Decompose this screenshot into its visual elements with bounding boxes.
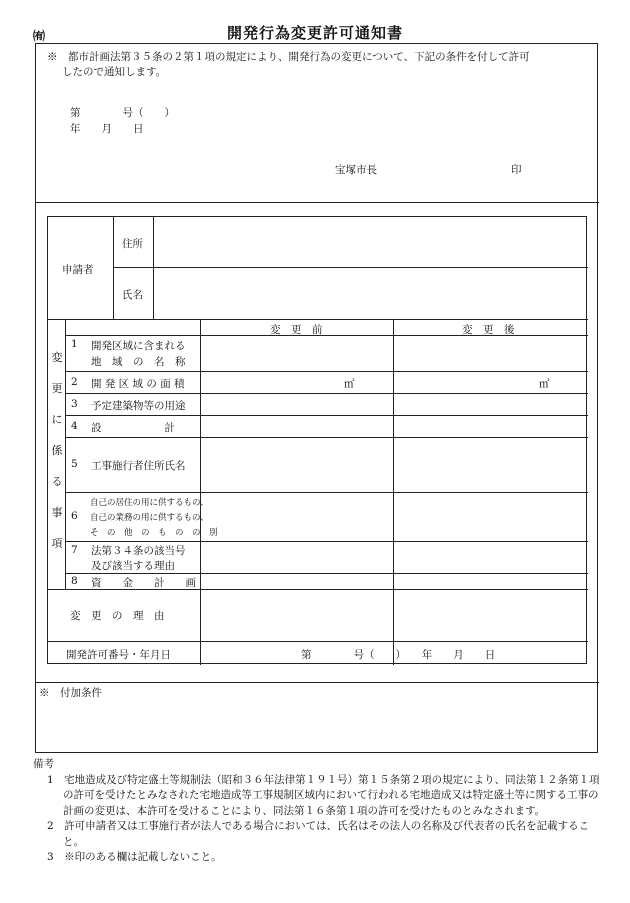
row-no: 7 (71, 544, 78, 556)
row-no: 6 (71, 510, 78, 522)
mayor-label: 宝塚市長 (335, 164, 377, 176)
row-label: 設 計 (91, 422, 175, 434)
applicant-label: 申請者 (62, 264, 94, 276)
row-label: 予定建築物等の用途 (91, 400, 186, 412)
row-label: 開発区域に含まれる (91, 340, 186, 352)
row-no: 2 (71, 376, 78, 388)
note-item: 3 ※印のある欄は記載しないこと。 (47, 851, 222, 863)
notice-date: 年 月 日 (70, 123, 144, 135)
changes-section-label: 変 更 に 係 る 事 項 (51, 351, 63, 550)
row-label: 自己の居住の用に供するもの、 (90, 498, 209, 508)
form-title: 開発行為変更許可通知書 (226, 24, 403, 42)
row-no: 4 (71, 420, 78, 432)
row-no: 1 (71, 338, 78, 350)
notes-title: 備考 (33, 758, 54, 770)
row-label: 資 金 計 画 (91, 577, 196, 589)
row-label: 工事施行者住所氏名 (91, 460, 186, 472)
notice-line1: ※ 都市計画法第３５条の２第１項の規定により、開発行為の変更について、下記の条件を付して許可 (47, 51, 530, 63)
row-label: そ の 他 の も の の 別 (90, 528, 218, 538)
form-outer-frame (35, 43, 598, 753)
row-label: 自己の業務の用に供するもの、 (90, 513, 209, 523)
col-before-header: 変 更 前 (270, 324, 323, 336)
row-label: 及び該当する理由 (91, 560, 175, 572)
row-no: 3 (71, 398, 78, 410)
details-table (47, 216, 587, 664)
permit-value: 第 号（ ） 年 月 日 (301, 649, 496, 661)
row-no: 8 (71, 575, 78, 587)
seal-mark: 印 (511, 164, 522, 176)
permit-label: 開発許可番号・年月日 (66, 649, 171, 661)
notice-line2: したので通知します。 (62, 66, 167, 78)
note-item: 2 許可申請者又は工事施行者が法人である場合においては、氏名はその法人の名称及び代表者の氏名を記載すること。 (47, 820, 590, 848)
reason-label: 変 更 の 理 由 (70, 610, 165, 622)
notes-section (33, 757, 603, 866)
area-unit-before: ㎡ (344, 378, 355, 390)
row-label: 地 域 の 名 称 (91, 356, 186, 368)
name-label: 氏名 (122, 289, 143, 301)
address-label: 住所 (122, 238, 143, 250)
note-item: 1 宅地造成及び特定盛土等規制法（昭和３６年法律第１９１号）第１５条第２項の規定により、同法第１２条第１項の許可を受けたとみなされた宅地造成等工事規制区域内において行われる宅地造成又は特定盛土等に関する工事の計画の変更は、本許可を受けることにより、同法第１６条第１項の許可を受けたものとみなされます。 (47, 773, 600, 817)
row-label: 開 発 区 域 の 面 積 (91, 378, 185, 390)
row-label: 法第３４条の該当号 (91, 545, 186, 557)
notice-number: 第 号（ ） (70, 107, 175, 119)
form-code: ㈲ (33, 29, 46, 43)
col-after-header: 変 更 後 (462, 324, 515, 336)
row-no: 5 (71, 458, 78, 470)
divider (36, 202, 599, 203)
divider (36, 682, 599, 683)
area-unit-after: ㎡ (539, 378, 550, 390)
conditions-label: ※ 付加条件 (39, 687, 102, 699)
